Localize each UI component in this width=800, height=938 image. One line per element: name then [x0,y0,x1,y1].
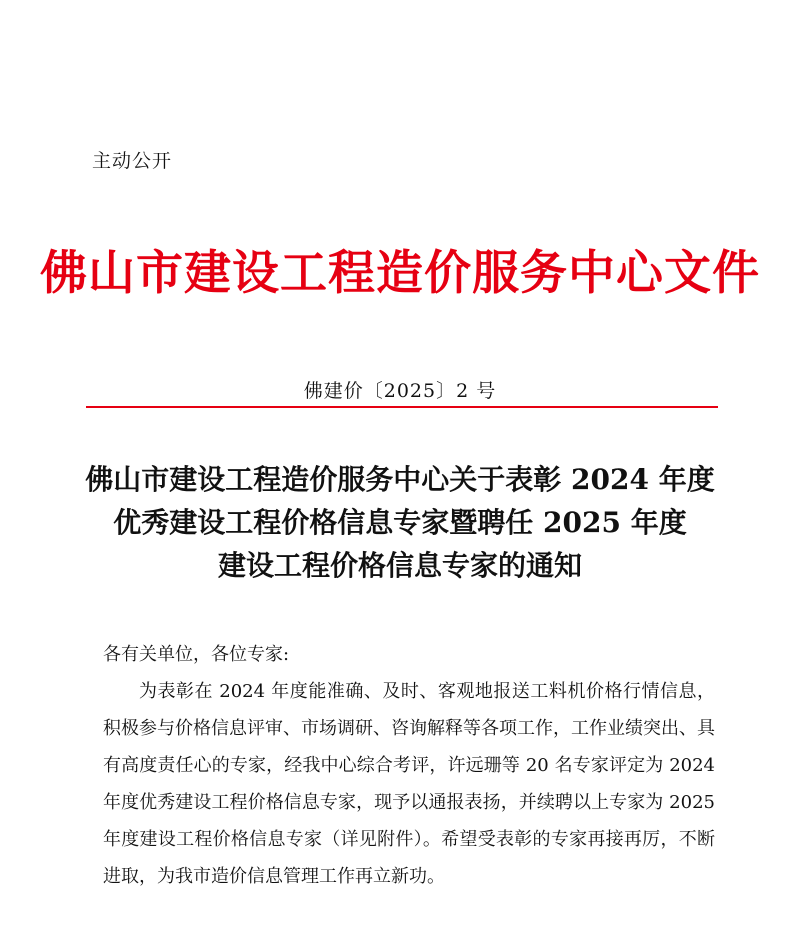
disclosure-label: 主动公开 [92,150,173,172]
notice-title-line: 建设工程价格信息专家的通知 [217,549,582,582]
body-paragraph: 为表彰在 2024 年度能准确、及时、客观地报送工料机价格行情信息，积极参与价格信息评审、市场调研、咨询解释等各项工作，工作业绩突出、具有高度责任心的专家，经我中心综合考评，许远珊等 20 名专家评定为 2024 年度优秀建设工程价格信息专家，现予以通报表扬，并续聘以上专家为 2025 年度建设工程价格信息专家（详见附件）。希望受表彰的专家再接再厉，不断进取，为我市造价信息管理工作再立新功。 [103,681,715,887]
notice-title-line: 优秀建设工程价格信息专家暨聘任 2025 年度 [113,506,687,539]
notice-title [0,458,800,587]
notice-title-line: 佛山市建设工程造价服务中心关于表彰 2024 年度 [85,463,715,496]
notice-body [103,636,715,895]
salutation: 各有关单位，各位专家: [103,644,290,665]
issuer-title: 佛山市建设工程造价服务中心文件 [40,246,760,301]
document-number: 佛建价〔2025〕2 号 [303,380,497,402]
red-divider [86,406,718,408]
